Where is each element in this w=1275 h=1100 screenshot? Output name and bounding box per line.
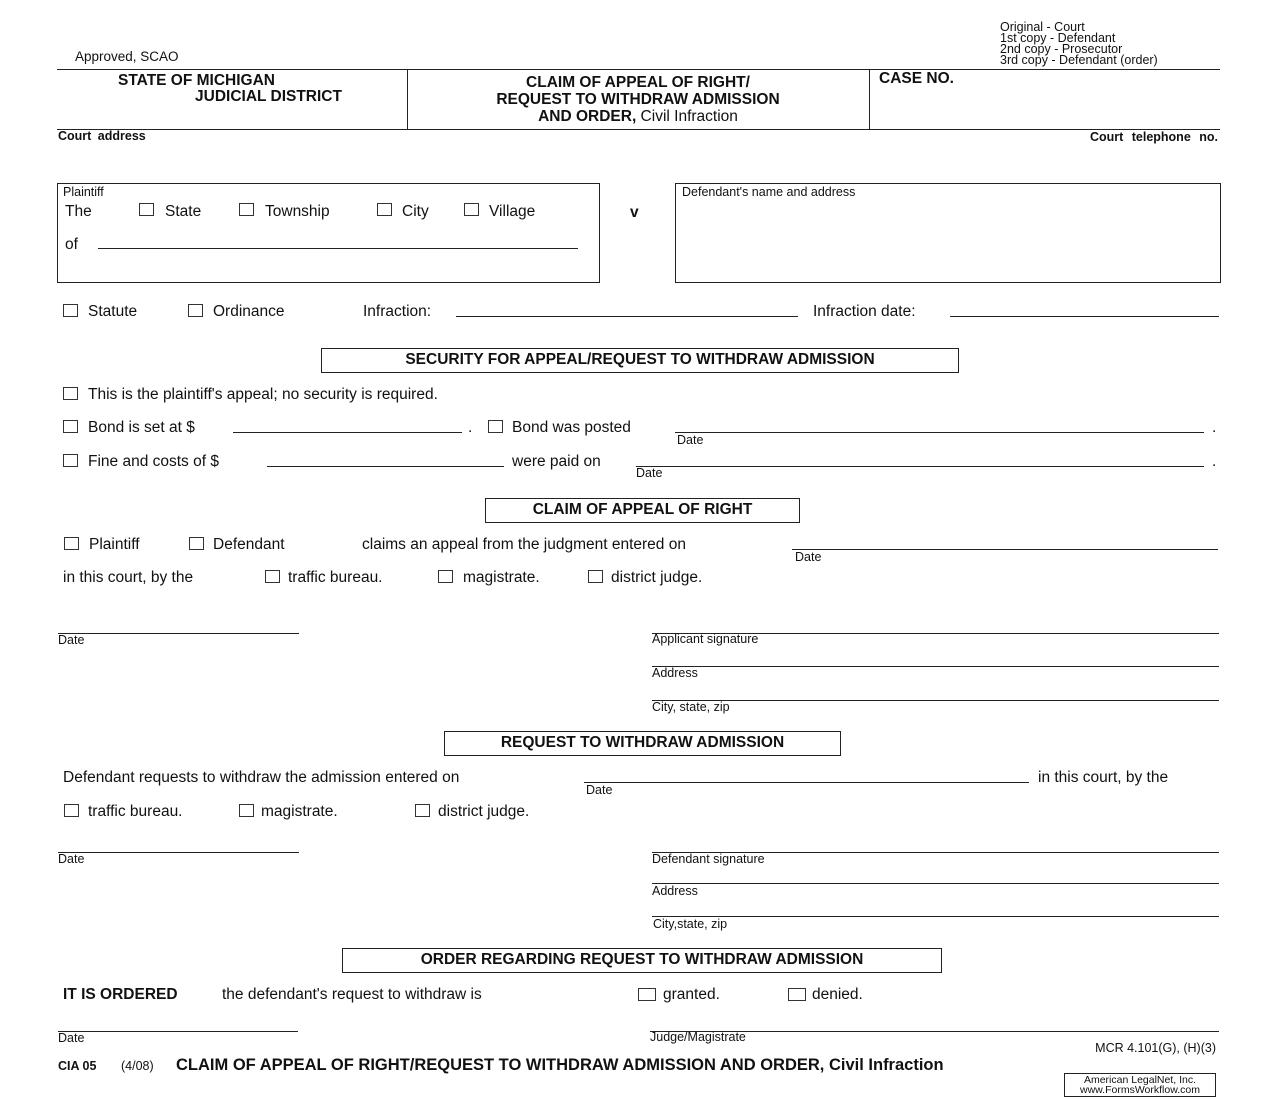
- date-caption: Date: [58, 633, 85, 647]
- admission-date-field[interactable]: [584, 782, 1029, 783]
- city-state-zip-label: City, state, zip: [652, 700, 730, 714]
- ordinance-label: Ordinance: [213, 303, 285, 320]
- publisher-stamp: [1064, 1073, 1216, 1097]
- claim-traffic-label: traffic bureau.: [288, 569, 383, 586]
- applicant-address-field[interactable]: [652, 666, 1219, 667]
- were-paid-label: were paid on: [512, 453, 601, 470]
- claims-text: claims an appeal from the judgment entered on: [362, 536, 686, 553]
- fine-costs-label: Fine and costs of $: [88, 453, 219, 470]
- copy-line: 2nd copy - Prosecutor: [1000, 42, 1123, 56]
- publisher-name: American LegalNet, Inc.: [1083, 1074, 1197, 1086]
- period: .: [468, 419, 473, 436]
- infraction-field[interactable]: [456, 316, 798, 317]
- in-court-label: in this court, by the: [63, 569, 194, 586]
- form-date: (4/08): [121, 1059, 154, 1073]
- bond-posted-label: Bond was posted: [512, 419, 631, 436]
- infraction-label: Infraction:: [363, 303, 432, 320]
- mcr-reference: MCR 4.101(G), (H)(3): [1095, 1041, 1216, 1055]
- order-heading: ORDER REGARDING REQUEST TO WITHDRAW ADMISSION: [342, 948, 942, 973]
- address-label: Address: [652, 884, 698, 898]
- claim-judge-checkbox[interactable]: [588, 570, 603, 583]
- address-label: Address: [652, 666, 698, 680]
- infraction-date-field[interactable]: [950, 316, 1219, 317]
- ordinance-checkbox[interactable]: [188, 304, 203, 317]
- form-id: CIA 05: [58, 1059, 97, 1073]
- header-bottom-rule: [57, 129, 1220, 130]
- claim-date-field[interactable]: [58, 633, 299, 634]
- footer-title-bold: CLAIM OF APPEAL OF RIGHT/REQUEST TO WITHDRAW ADMISSION AND ORDER,: [176, 1056, 825, 1074]
- withdraw-requests-text: Defendant requests to withdraw the admission entered on: [63, 769, 460, 786]
- village-option-label: Village: [489, 203, 536, 220]
- statute-label: Statute: [88, 303, 138, 320]
- bond-posted-date-field[interactable]: [675, 432, 1204, 433]
- fine-costs-checkbox[interactable]: [63, 454, 78, 467]
- claim-plaintiff-label: Plaintiff: [89, 536, 140, 553]
- defendant-city-field[interactable]: [652, 916, 1219, 917]
- withdraw-judge-checkbox[interactable]: [415, 804, 430, 817]
- statute-checkbox[interactable]: [63, 304, 78, 317]
- date-caption: Date: [795, 550, 822, 564]
- village-checkbox[interactable]: [464, 203, 479, 216]
- withdraw-magistrate-checkbox[interactable]: [239, 804, 254, 817]
- withdraw-heading: REQUEST TO WITHDRAW ADMISSION: [444, 731, 841, 756]
- state-checkbox[interactable]: [139, 203, 154, 216]
- claim-magistrate-label: magistrate.: [463, 569, 540, 586]
- claim-plaintiff-checkbox[interactable]: [64, 537, 79, 550]
- granted-checkbox[interactable]: [638, 988, 656, 1001]
- claim-defendant-checkbox[interactable]: [189, 537, 204, 550]
- claim-traffic-checkbox[interactable]: [265, 570, 280, 583]
- footer-title-rest: Civil Infraction: [824, 1056, 944, 1074]
- judge-magistrate-label: Judge/Magistrate: [650, 1030, 746, 1044]
- form-title-line: [408, 108, 868, 125]
- form-title: [408, 74, 868, 125]
- date-caption: Date: [58, 1031, 85, 1045]
- withdraw-traffic-checkbox[interactable]: [64, 804, 79, 817]
- copy-line: Original - Court: [1000, 20, 1085, 34]
- order-date-field[interactable]: [58, 1031, 298, 1032]
- judgment-date-field[interactable]: [792, 549, 1218, 550]
- form-title-rest: Civil Infraction: [636, 108, 738, 125]
- municipality-name-field[interactable]: [98, 248, 578, 249]
- applicant-signature-label: Applicant signature: [652, 632, 759, 646]
- copy-line: 3rd copy - Defendant (order): [1000, 53, 1158, 67]
- district-label: JUDICIAL DISTRICT: [195, 88, 342, 105]
- security-heading: SECURITY FOR APPEAL/REQUEST TO WITHDRAW ADMISSION: [321, 348, 959, 373]
- publisher-url[interactable]: www.FormsWorkflow.com: [1080, 1084, 1200, 1096]
- city-state-zip-label: City,state, zip: [653, 917, 728, 931]
- claim-defendant-label: Defendant: [213, 536, 285, 553]
- infraction-date-label: Infraction date:: [813, 303, 916, 320]
- defendant-address-field[interactable]: [652, 883, 1219, 884]
- approved-label: Approved, SCAO: [75, 49, 179, 64]
- copy-distribution: [1000, 22, 1158, 66]
- withdraw-judge-label: district judge.: [438, 803, 530, 820]
- state-option-label: State: [165, 203, 202, 220]
- no-security-checkbox[interactable]: [63, 387, 78, 400]
- withdraw-date-field[interactable]: [58, 852, 299, 853]
- applicant-city-field[interactable]: [652, 700, 1219, 701]
- it-is-ordered-label: IT IS ORDERED: [63, 986, 178, 1003]
- claim-heading: CLAIM OF APPEAL OF RIGHT: [485, 498, 800, 523]
- period: .: [1212, 453, 1217, 470]
- ordered-text: the defendant's request to withdraw is: [222, 986, 482, 1003]
- defendant-signature-label: Defendant signature: [652, 852, 765, 866]
- header-top-rule: [57, 69, 1220, 70]
- denied-label: denied.: [812, 986, 863, 1003]
- township-checkbox[interactable]: [239, 203, 254, 216]
- claim-magistrate-checkbox[interactable]: [438, 570, 453, 583]
- bond-posted-checkbox[interactable]: [488, 420, 503, 433]
- header-divider: [869, 69, 870, 129]
- footer-title: [176, 1056, 944, 1075]
- claim-judge-label: district judge.: [611, 569, 703, 586]
- plaintiff-label: Plaintiff: [63, 185, 104, 199]
- defendant-label: Defendant's name and address: [682, 185, 856, 199]
- granted-label: granted.: [663, 986, 720, 1003]
- date-caption: Date: [58, 852, 85, 866]
- bond-set-checkbox[interactable]: [63, 420, 78, 433]
- bond-set-label: Bond is set at $: [88, 419, 195, 436]
- withdraw-magistrate-label: magistrate.: [261, 803, 338, 820]
- fine-amount-field[interactable]: [267, 466, 504, 467]
- date-caption: Date: [677, 433, 704, 447]
- date-caption: Date: [586, 783, 613, 797]
- paid-date-field[interactable]: [636, 466, 1204, 467]
- form-title-line: CLAIM OF APPEAL OF RIGHT/: [526, 74, 750, 91]
- case-no-label: CASE NO.: [879, 70, 954, 87]
- city-option-label: City: [402, 203, 429, 220]
- date-caption: Date: [636, 466, 663, 480]
- plaintiff-box: [57, 183, 600, 283]
- court-phone-label: Court telephone no.: [1089, 130, 1218, 144]
- city-checkbox[interactable]: [377, 203, 392, 216]
- the-label: The: [65, 203, 92, 220]
- denied-checkbox[interactable]: [788, 988, 806, 1001]
- withdraw-traffic-label: traffic bureau.: [88, 803, 183, 820]
- copy-line: 1st copy - Defendant: [1000, 31, 1116, 45]
- state-label: STATE OF MICHIGAN: [118, 72, 275, 89]
- court-address-label: Court address: [58, 129, 146, 143]
- form-title-line: REQUEST TO WITHDRAW ADMISSION: [496, 91, 780, 108]
- no-security-label: This is the plaintiff's appeal; no security is required.: [88, 386, 438, 403]
- township-option-label: Township: [265, 203, 330, 220]
- period: .: [1212, 419, 1217, 436]
- bond-amount-field[interactable]: [233, 432, 462, 433]
- versus-label: v: [630, 204, 639, 221]
- withdraw-in-court-label: in this court, by the: [1038, 769, 1169, 786]
- of-label: of: [65, 236, 78, 253]
- form-title-bold: AND ORDER,: [538, 108, 637, 125]
